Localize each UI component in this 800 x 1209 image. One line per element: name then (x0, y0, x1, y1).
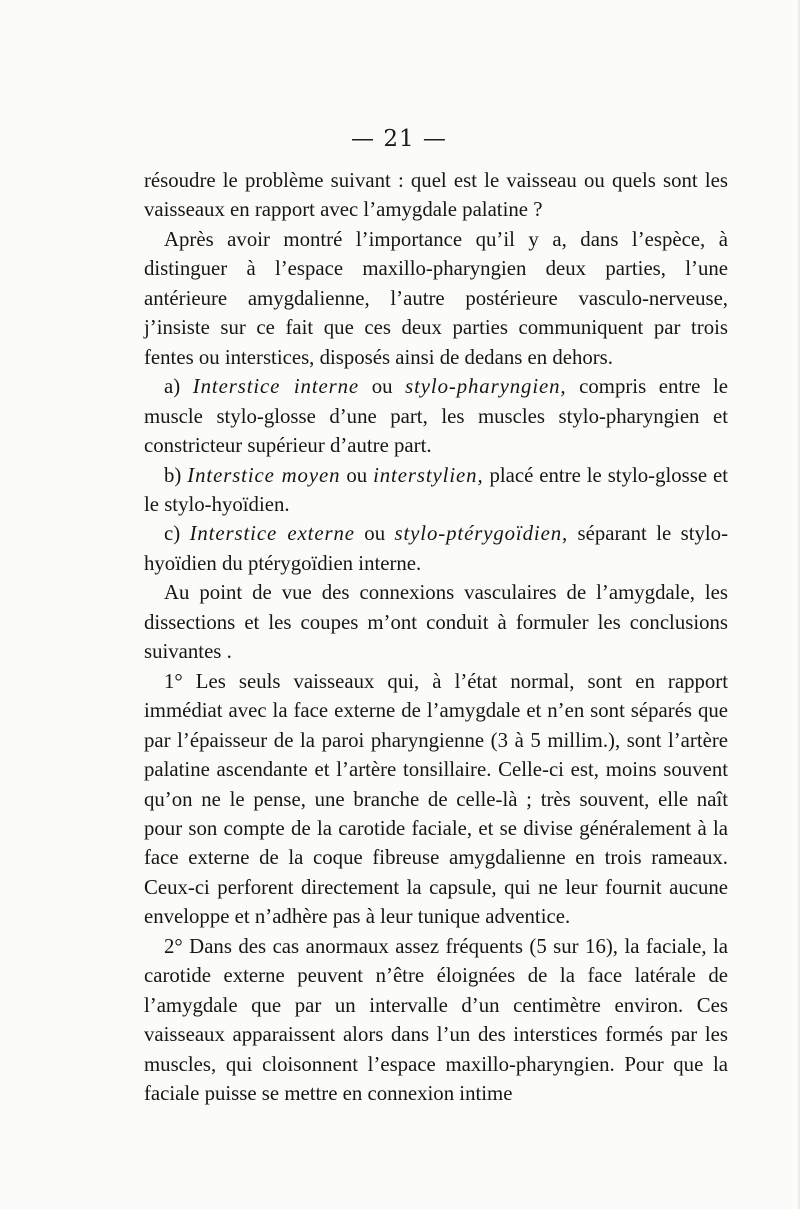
paragraph-interstice-b (144, 461, 728, 520)
paragraph-connexions: Au point de vue des connexions vasculaires de l’amygdale, les dissections et les coupes m’ont conduit à formuler les conclusions suivantes . (144, 581, 728, 664)
paragraph-interstice-a (144, 372, 728, 460)
term-interstice-externe: Interstice externe (189, 522, 355, 546)
body-text (144, 166, 728, 1109)
term-stylo-pharyngien: stylo-pharyngien, (405, 375, 567, 399)
paragraph-continuation: résoudre le problème suivant : quel est le vaisseau ou quels sont les vaisseaux en rapport avec l’amygdale palatine ? (144, 169, 728, 222)
paragraph-importance: Après avoir montré l’importance qu’il y a, dans l’espèce, à distinguer à l’espace maxillo-pharyngien deux parties, l’une antérieure amygdalienne, l’autre postérieure vasculo-nerveuse, j’insiste sur ce fait que ces deux parties communiquent par trois fentes ou interstices, disposés ainsi de dedans en dehors. (144, 227, 728, 369)
paragraph-interstice-c (144, 519, 728, 578)
description-c: séparant le stylo-hyoïdien du ptérygoïdien interne. (144, 522, 728, 575)
item-label-b: b) (164, 463, 182, 487)
paragraph-conclusion-1: 1° Les seuls vaisseaux qui, à l’état normal, sont en rapport immédiat avec la face externe de l’amygdale et n’en sont séparés que par l’épaisseur de la paroi pharyngienne (3 à 5 millim.), sont l’artère palatine ascendante et l’artère tonsillaire. Celle-ci est, moins souvent qu’on ne le pense, une branche de celle-là ; très souvent, elle naît pour son compte de la carotide faciale, et se divise généralement à la face externe de la coque fibreuse amygdalienne en trois rameaux. Ceux-ci perforent directement la capsule, qui ne leur fournit aucune enveloppe et n’adhère pas à leur tunique adventice. (144, 669, 728, 929)
term-interstice-interne: Interstice interne (192, 375, 360, 399)
paragraph-conclusion-2: 2° Dans des cas anormaux assez fréquents (5 sur 16), la faciale, la carotide externe peuvent n’être éloignées de la face latérale de l’amygdale que par un intervalle d’un centimètre environ. Ces vaisseaux apparaissent alors dans l’un des interstices formés par les muscles, qui cloisonnent l’espace maxillo-pharyngien. Pour que la faciale puisse se mettre en connexion intime (144, 934, 728, 1106)
item-label-a: a) (164, 375, 181, 399)
term-stylo-pterygoidien: stylo-ptérygoïdien, (394, 522, 569, 546)
page-number: — 21 — (351, 126, 447, 152)
term-interstylien: interstylien, (373, 463, 484, 487)
description-a: compris entre le muscle stylo-glosse d’une part, les muscles stylo-pharyngien et constricteur supérieur d’autre part. (144, 375, 728, 458)
item-label-c: c) (164, 522, 181, 546)
connector-c: ou (364, 522, 386, 546)
term-interstice-moyen: Interstice moyen (187, 463, 341, 487)
description-b: placé entre le stylo-glosse et le stylo-hyoïdien. (144, 463, 729, 516)
connector-b: ou (346, 463, 368, 487)
connector-a: ou (371, 375, 393, 399)
